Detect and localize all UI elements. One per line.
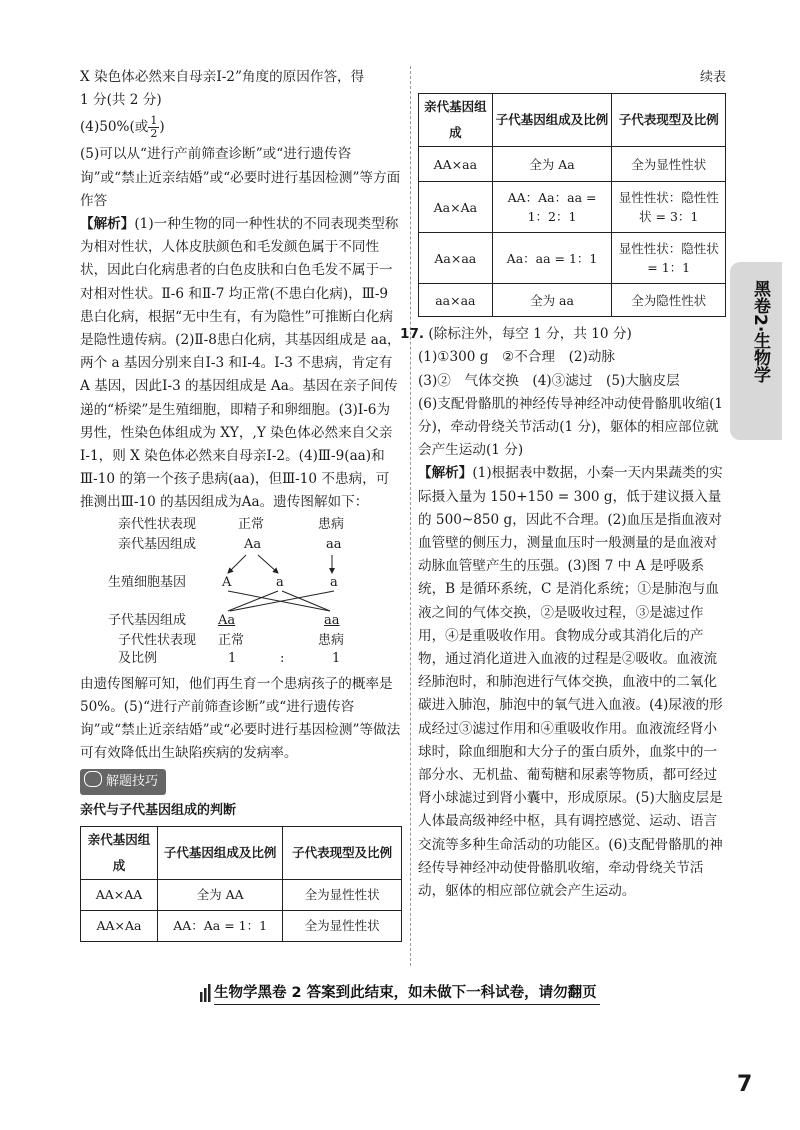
table-cell: Aa：aa = 1：1 — [492, 233, 612, 284]
diagram-gamete: a — [330, 574, 338, 590]
footer-underline — [214, 1004, 600, 1005]
table-cell: 全为隐性性状 — [612, 284, 726, 317]
diagram-label: 及比例 — [118, 650, 158, 666]
diagram-gamete: a — [276, 574, 284, 590]
diagram-ratio: 1 — [332, 650, 341, 666]
footer-banner — [200, 980, 600, 1006]
diagram-offspring: Aa — [218, 612, 236, 628]
answer-line: 1 分(共 2 分) — [80, 92, 162, 109]
diagram-gamete: A — [222, 574, 232, 590]
table-cell: AA：Aa = 1：1 — [158, 910, 283, 941]
answer-line: (3)② 气体交换 (4)③滤过 (5)大脑皮层 — [418, 372, 680, 389]
answer-line: (6)支配骨骼肌的神经传导神经冲动使骨骼肌收缩(1 分)，牵动骨绕关节活动(1 分)，躯体的相应部位就会产生运动(1 分) — [418, 395, 724, 459]
table-cell: AA×AA — [81, 879, 158, 910]
diagram-label: 亲代性状表现 — [118, 516, 197, 532]
diagram-normal: 正常 — [238, 516, 265, 532]
table-cell: Aa×aa — [419, 233, 493, 284]
table-header: 子代基因组成及比例 — [492, 94, 612, 147]
diagram-ratio: : — [280, 650, 285, 666]
table-cell: 显性性状：隐性性状 = 3：1 — [612, 182, 726, 233]
genotype-table — [80, 826, 402, 942]
analysis-paragraph — [418, 462, 726, 903]
page-number: 7 — [737, 1072, 753, 1097]
tips-badge: 解题技巧 — [80, 769, 166, 794]
table-cell: AA×Aa — [81, 910, 158, 941]
table-row — [81, 879, 402, 910]
genetic-diagram — [80, 515, 402, 673]
table-cell: AA：Aa：aa = 1：2：1 — [492, 182, 612, 233]
table-cell: AA×aa — [419, 147, 493, 182]
analysis-continued: 由遗传图解可知，他们再生育一个患病孩子的概率是 50%。(5)“进行产前筛查诊断”或“进行遗传咨询”或“禁止近亲结婚”或“必要时进行基因检测”等做法可有效降低出生缺陷疾病的发病率。 — [80, 675, 401, 762]
bars-icon — [200, 984, 212, 1002]
table-row — [81, 910, 402, 941]
side-tab: 黑卷2·生物学 — [730, 262, 782, 440]
footer-text: 生物学黑卷 2 答案到此结束，如未做下一科试卷，请勿翻页 — [214, 985, 597, 1001]
diagram-arrows — [80, 515, 402, 673]
diagram-label: 子代基因组成 — [108, 612, 187, 628]
table-row — [419, 182, 726, 233]
genotype-table-continued — [418, 93, 726, 317]
diagram-sick: 患病 — [318, 632, 345, 648]
diagram-genotype: aa — [326, 536, 342, 552]
diagram-offspring: aa — [324, 612, 340, 628]
right-column — [400, 66, 726, 903]
continued-label: 续表 — [699, 70, 726, 85]
table-row — [419, 233, 726, 284]
answer-5: (5)可以从“进行产前筛查诊断”或“进行遗传咨询”或“禁止近亲结婚”或“必要时进行基因检测”等方面作答 — [80, 146, 401, 209]
table-header: 亲代基因组成 — [419, 94, 493, 147]
table-cell: 全为显性性状 — [283, 910, 402, 941]
table-header: 子代表现型及比例 — [612, 94, 726, 147]
table-row — [419, 284, 726, 317]
answer-line: X 染色体必然来自母亲Ⅰ-2”角度的原因作答，得 — [80, 69, 365, 85]
diagram-label: 生殖细胞基因 — [108, 574, 187, 590]
analysis-text: (1)根据表中数据，小秦一天内果蔬类的实际摄入量为 150+150 = 300 g，低于建议摄入量的 500~850 g，因此不合理。(2)血压是指血液对血管壁的侧压力，测量血压时一般测量的是血液对动脉血管壁产生的压强。(3)图 7 中 A 是呼吸系统，B 是循环系统，C 是消化系统；①是肺泡与血液之间的气体交换，②是吸收过程，③是滤过作用，④是重吸收作用。食物成分或其消化后的产物，通过消化道进入血液的过程是②吸收。血液流经肺泡时，和肺泡进行气体交换，血液中的二氧化碳进入肺泡，肺泡中的氧气进入血液。(4)尿液的形成经过③滤过作用和④重吸收作用。血液流经肾小球时，除血细胞和大分子的蛋白质外，血浆中的一部分水、无机盐、葡萄糖和尿素等物质，都可经过肾小球滤过到肾小囊中，形成原尿。(5)大脑皮层是人体最高级神经中枢，具有调控感觉、运动、语言交流等多种生命活动的功能区。(6)支配骨骼肌的神经传导神经冲动使骨骼肌收缩，牵动骨绕关节活动，躯体的相应部位就会产生运动。 — [418, 465, 723, 900]
analysis-label: 【解析】 — [80, 216, 135, 233]
table-cell: 显性性状：隐性状 = 1：1 — [612, 233, 726, 284]
diagram-label: 子代性状表现 — [118, 632, 197, 648]
table-cell: 全为 aa — [492, 284, 612, 317]
table-cell: 全为 Aa — [492, 147, 612, 182]
table-cell: 全为显性性状 — [283, 879, 402, 910]
table-header: 子代基因组成及比例 — [158, 826, 283, 879]
table-header: 亲代基因组成 — [81, 826, 158, 879]
left-column — [80, 66, 402, 942]
table-cell: Aa×Aa — [419, 182, 493, 233]
analysis-label: 【解析】 — [418, 465, 473, 482]
table-cell: 全为显性性状 — [612, 147, 726, 182]
column-divider — [410, 66, 411, 966]
table-header: 子代表现型及比例 — [283, 826, 402, 879]
fraction: $\frac{1}{2}$ — [150, 114, 158, 141]
table-cell: 全为 AA — [158, 879, 283, 910]
question-number: 17. — [400, 326, 425, 343]
key-icon — [84, 771, 102, 787]
answer-4: (4)50%(或 $\frac{1}{2}$ ) — [80, 114, 165, 141]
answer-line: (1)①300 g ②不合理 (2)动脉 — [418, 349, 616, 366]
table-row — [419, 147, 726, 182]
tips-title: 亲代与子代基因组成的判断 — [80, 802, 237, 818]
analysis-paragraph — [80, 213, 402, 515]
table-cell: aa×aa — [419, 284, 493, 317]
diagram-normal: 正常 — [218, 632, 245, 648]
diagram-ratio: 1 — [228, 650, 237, 666]
diagram-label: 亲代基因组成 — [118, 536, 197, 552]
diagram-genotype: Aa — [244, 536, 262, 552]
diagram-sick: 患病 — [318, 516, 345, 532]
analysis-text: (1)一种生物的同一种性状的不同表现类型称为相对性状，人体皮肤颜色和毛发颜色属于不同性状，因此白化病患者的白色皮肤和白色毛发不属于一对相对性状。Ⅱ-6 和Ⅱ-7 均正常(不患白化病)，Ⅲ-9 患白化病，根据“无中生有，有为隐性”可推断白化病是隐性遗传病。(2)Ⅱ-8患白化病，其基因组成是 aa，两个 a 基因分别来自Ⅰ-3 和Ⅰ-4。Ⅰ-3 不患病，肯定有 A 基因，因此Ⅰ-3 的基因组成是 Aa。基因在亲子间传递的“桥梁”是生殖细胞，即精子和卵细胞。(3)Ⅰ-6为男性，性染色体组成为 XY，,Y 染色体必然来自父亲Ⅰ-1，则 X 染色体必然来自母亲Ⅰ-2。(4)Ⅲ-9(aa)和Ⅲ-10 的第一个孩子患病(aa)，但Ⅲ-10 不患病，可推测出Ⅲ-10 的基因组成为Aa。遗传图解如下： — [80, 216, 401, 511]
question-17-header: 17. (除标注外，每空 1 分，共 10 分) — [400, 326, 632, 343]
